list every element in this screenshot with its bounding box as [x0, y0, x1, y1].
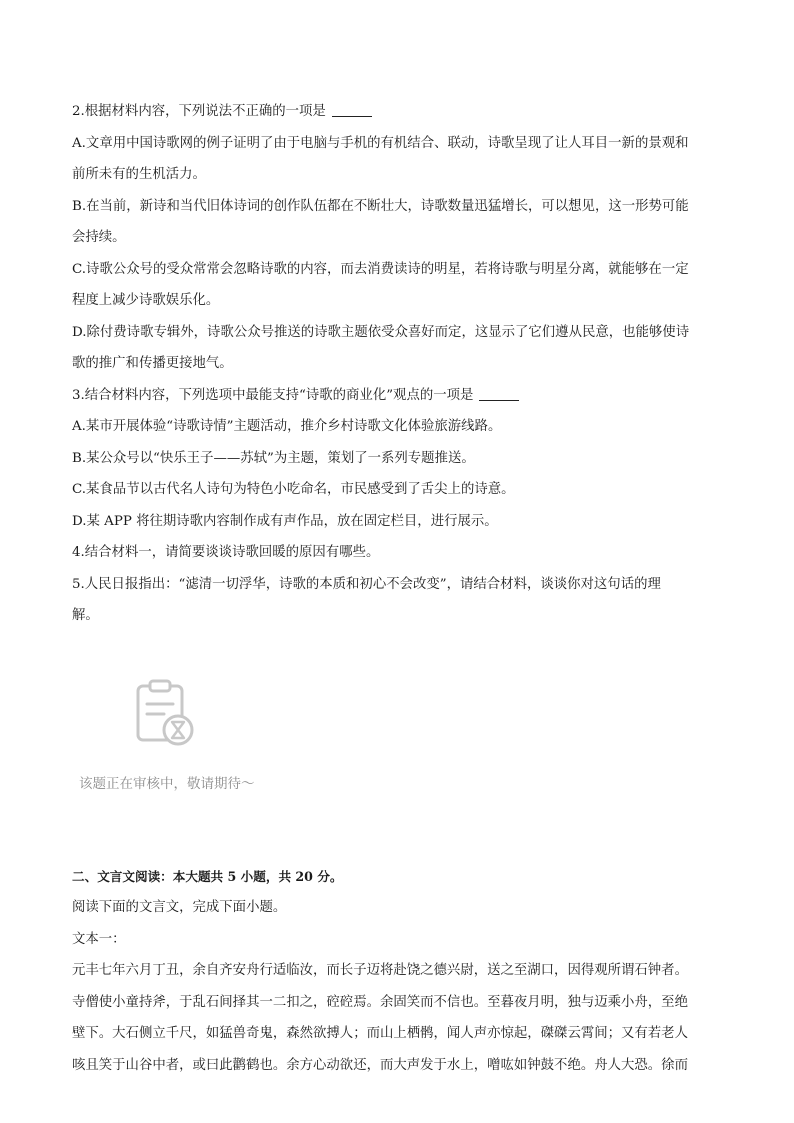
answer-blank [332, 100, 372, 117]
section-instruction: 阅读下面的文言文，完成下面小题。 [72, 900, 287, 915]
option-2d-line2: 歌的推广和传播更接地气。 [72, 356, 233, 371]
review-notice: 该题正在审核中，敬请期待～ [79, 775, 255, 792]
option-2d-line1: D.除付费诗歌专辑外，诗歌公众号推送的诗歌主题依受众喜好而定，这显示了它们遵从民意，也能够使诗 [72, 324, 690, 340]
option-2a-line2: 前所未有的生机活力。 [72, 167, 206, 182]
passage-line-3: 壁下。大石侧立千尺，如猛兽奇鬼，森然欲搏人；而山上栖鹘，闻人声亦惊起，磔磔云霄间；又有若老人 [72, 1026, 688, 1041]
question-2-stem [72, 96, 722, 128]
option-3b: B.某公众号以“快乐王子——苏轼”为主题，策划了一系列专题推送。 [72, 450, 475, 466]
option-3a: A.某市开展体验“诗歌诗情”主题活动，推介乡村诗歌文化体验旅游线路。 [72, 419, 502, 434]
review-placeholder [72, 672, 722, 812]
option-2c-line2: 程度上减少诗歌娱乐化。 [72, 293, 220, 308]
passage-line-1: 元丰七年六月丁丑，余自齐安舟行适临汝，而长子迈将赴饶之德兴尉，送之至湖口，因得观所谓石钟者。 [72, 963, 688, 978]
option-2b-line2: 会持续。 [72, 230, 126, 245]
option-2b-line1: B.在当前，新诗和当代旧体诗词的创作队伍都在不断壮大，诗歌数量迅猛增长，可以想见，这一形势可能 [72, 198, 689, 214]
option-3c: C.某食品节以古代名人诗句为特色小吃命名，市民感受到了舌尖上的诗意。 [72, 482, 515, 497]
question-5-line2: 解。 [72, 608, 99, 623]
document-page [72, 96, 722, 1081]
text-label: 文本一： [72, 931, 126, 947]
passage-line-2: 寺僧使小童持斧，于乱石间择其一二扣之，硿硿焉。余固笑而不信也。至暮夜月明，独与迈乘小舟，至绝 [72, 994, 688, 1010]
section-heading: 二、文言文阅读：本大题共 5 小题，共 20 分。 [72, 868, 343, 884]
answer-blank [479, 384, 519, 401]
section-classical-chinese [72, 861, 722, 1082]
option-2c-line1: C.诗歌公众号的受众常常会忽略诗歌的内容，而去消费读诗的明星，若将诗歌与明星分离，就能够在一定 [72, 261, 689, 277]
question-2-text: 2.根据材料内容，下列说法不正确的一项是 [72, 104, 326, 119]
question-5-line1: 5.人民日报指出：“滤清一切浮华，诗歌的本质和初心不会改变”，请结合材料，谈谈你对这句话的理 [72, 576, 661, 592]
option-3d: D.某 APP 将往期诗歌内容制作成有声作品，放在固定栏目，进行展示。 [72, 513, 498, 529]
question-3-stem [72, 380, 722, 412]
clipboard-hourglass-icon [134, 678, 198, 750]
option-2a-line1: A.文章用中国诗歌网的例子证明了由于电脑与手机的有机结合、联动，诗歌呈现了让人耳目一新的景观和 [72, 135, 689, 151]
passage-line-4: 咳且笑于山谷中者，或曰此鹳鹤也。余方心动欲还，而大声发于水上，噌吰如钟鼓不绝。舟人大恐。徐而 [72, 1057, 688, 1073]
question-3-text: 3.结合材料内容，下列选项中最能支持“诗歌的商业化”观点的一项是 [72, 387, 474, 403]
question-4: 4.结合材料一，请简要谈谈诗歌回暖的原因有哪些。 [72, 545, 380, 560]
